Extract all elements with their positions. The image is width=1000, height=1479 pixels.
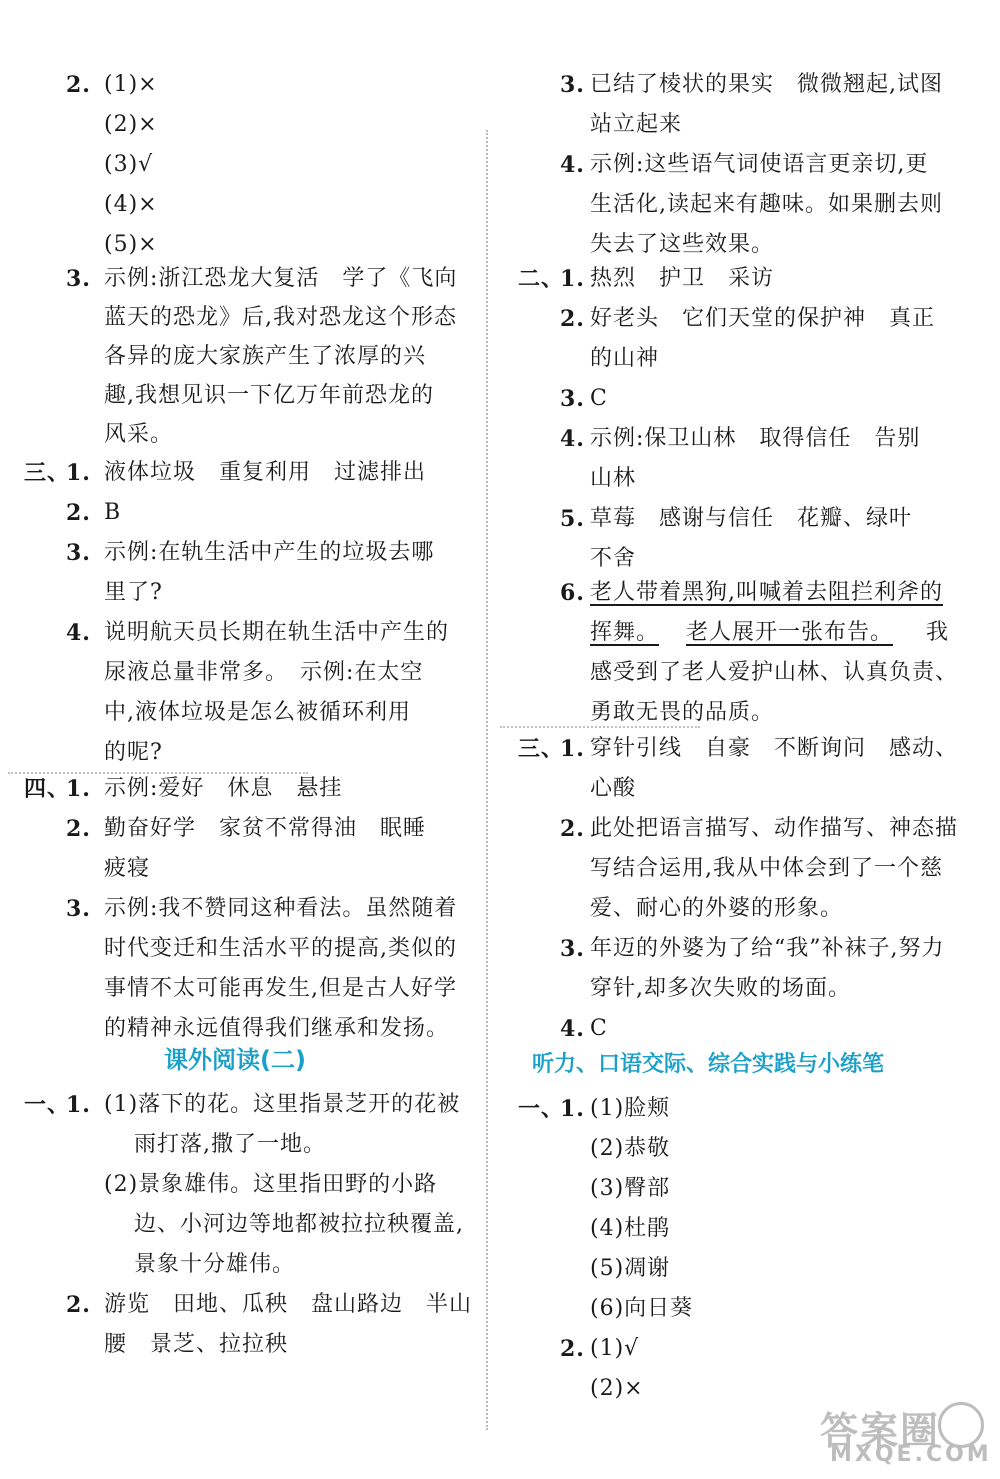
- answer-line: (2)景象雄伟。这里指田野的小路: [104, 1172, 438, 1197]
- question-number: 5.: [560, 506, 585, 532]
- answer-line: 草莓 感谢与信任 花瓣、绿叶: [590, 506, 913, 531]
- question-number: 3.: [66, 540, 91, 566]
- section-heading: 课外阅读(二): [164, 1046, 306, 1074]
- section-marker: 三、: [518, 736, 565, 762]
- answer-item: (5)凋谢: [590, 1256, 671, 1281]
- answer-item: (5)×: [104, 232, 158, 257]
- answer-line: B: [104, 500, 122, 525]
- answer-line: 景象十分雄伟。: [134, 1252, 296, 1277]
- question-number: 4.: [560, 1016, 585, 1042]
- section-marker: 四、: [24, 776, 71, 802]
- column-divider: [486, 130, 488, 1430]
- question-number: 2.: [560, 306, 585, 332]
- answer-item: (4)杜鹃: [590, 1216, 671, 1241]
- answer-line: 示例:浙江恐龙大复活 学了《飞向: [104, 266, 458, 291]
- question-number: 2.: [560, 1336, 585, 1362]
- question-number: 6.: [560, 580, 585, 606]
- answer-line: 此处把语言描写、动作描写、神态描: [590, 816, 959, 841]
- answer-line: 穿针引线 自豪 不断询问 感动、: [590, 736, 959, 761]
- underlined-answer: 挥舞。: [590, 620, 660, 645]
- question-number: 2.: [66, 500, 91, 526]
- answer-line: 已结了棱状的果实 微微翘起,试图: [590, 72, 943, 97]
- question-number: 3.: [66, 266, 91, 292]
- question-number: 1.: [66, 1092, 91, 1118]
- question-number: 3.: [560, 72, 585, 98]
- answer-item: (2)×: [104, 112, 158, 137]
- question-number: 2.: [560, 816, 585, 842]
- answer-item: (6)向日葵: [590, 1296, 694, 1321]
- answer-line: 风采。: [104, 422, 174, 447]
- answer-line: 生活化,读起来有趣味。如果删去则: [590, 192, 943, 217]
- question-number: 3.: [560, 386, 585, 412]
- answer-line: 好老头 它们天堂的保护神 真正: [590, 306, 936, 331]
- question-number: 2.: [66, 1292, 91, 1318]
- answer-line: 中,液体垃圾是怎么被循环利用: [104, 700, 411, 725]
- answer-line: 示例:在轨生活中产生的垃圾去哪: [104, 540, 435, 565]
- answer-line: 雨打落,撒了一地。: [134, 1132, 326, 1157]
- answer-line: 爱、耐心的外婆的形象。: [590, 896, 844, 921]
- answer-line: C: [590, 1016, 608, 1041]
- answer-line: 我: [926, 620, 950, 645]
- answer-line: 示例:保卫山林 取得信任 告别: [590, 426, 921, 451]
- section-marker: 二、: [518, 266, 565, 292]
- answer-line: 时代变迁和生活水平的提高,类似的: [104, 936, 457, 961]
- answer-line: 尿液总量非常多。 示例:在太空: [104, 660, 424, 685]
- answer-line: 不舍: [590, 546, 637, 571]
- answer-line: 趣,我想见识一下亿万年前恐龙的: [104, 383, 434, 408]
- question-number: 4.: [560, 152, 585, 178]
- section-marker: 一、: [518, 1096, 565, 1122]
- answer-line: 蓝天的恐龙》后,我对恐龙这个形态: [104, 305, 457, 330]
- question-number: 1.: [560, 1096, 585, 1122]
- answer-line: 站立起来: [590, 112, 683, 137]
- answer-line: 的山神: [590, 346, 660, 371]
- section-marker: 一、: [24, 1092, 71, 1118]
- answer-line: 山林: [590, 466, 637, 491]
- answer-line: 腰 景芝、拉拉秧: [104, 1332, 289, 1357]
- answer-line: 事情不太可能再发生,但是古人好学: [104, 976, 457, 1001]
- question-number: 4.: [66, 620, 91, 646]
- question-number: 2.: [66, 816, 91, 842]
- answer-line: 液体垃圾 重复利用 过滤排出: [104, 460, 427, 485]
- underlined-answer: 老人展开一张布告。: [686, 620, 894, 645]
- answer-item: (1)×: [104, 72, 158, 97]
- section-marker: 三、: [24, 460, 71, 486]
- question-number: 1.: [66, 776, 91, 802]
- watermark-logo: 答案圈 MXQE.COM: [820, 1400, 990, 1468]
- answer-line: 示例:我不赞同这种看法。虽然随着: [104, 896, 458, 921]
- question-number: 1.: [560, 266, 585, 292]
- answer-item: (2)×: [590, 1376, 644, 1401]
- question-number: 4.: [560, 426, 585, 452]
- answer-line: (1)落下的花。这里指景芝开的花被: [104, 1092, 461, 1117]
- answer-line: 失去了这些效果。: [590, 232, 775, 257]
- answer-item: (3)臀部: [590, 1176, 671, 1201]
- answer-line: 疲寝: [104, 856, 151, 881]
- question-number: 2.: [66, 72, 91, 98]
- answer-line: C: [590, 386, 608, 411]
- answer-item: (1)√: [590, 1336, 640, 1361]
- answer-line: 勤奋好学 家贫不常得油 眠睡: [104, 816, 427, 841]
- answer-item: (3)√: [104, 152, 154, 177]
- answer-line: 说明航天员长期在轨生活中产生的: [104, 620, 450, 645]
- answer-line: 热烈 护卫 采访: [590, 266, 775, 291]
- section-heading: 听力、口语交际、综合实践与小练笔: [532, 1052, 885, 1077]
- answer-line: 的精神永远值得我们继承和发扬。: [104, 1016, 450, 1041]
- answer-line: 感受到了老人爱护山林、认真负责、: [590, 660, 959, 685]
- answer-line: 写结合运用,我从中体会到了一个慈: [590, 856, 943, 881]
- answer-line: 示例:爱好 休息 悬挂: [104, 776, 343, 801]
- answer-line: 的呢?: [104, 740, 163, 765]
- answer-line: 各异的庞大家族产生了浓厚的兴: [104, 344, 427, 369]
- answer-line: 心酸: [590, 776, 637, 801]
- answer-line: 年迈的外婆为了给“我”补袜子,努力: [590, 936, 945, 961]
- answer-item: (2)恭敬: [590, 1136, 671, 1161]
- answer-line: 穿针,却多次失败的场面。: [590, 976, 851, 1001]
- question-number: 3.: [66, 896, 91, 922]
- answer-line: 示例:这些语气词使语言更亲切,更: [590, 152, 929, 177]
- question-number: 1.: [66, 460, 91, 486]
- answer-line: 游览 田地、瓜秧 盘山路边 半山: [104, 1292, 473, 1317]
- question-number: 3.: [560, 936, 585, 962]
- answer-line: 边、小河边等地都被拉拉秧覆盖,: [134, 1212, 464, 1237]
- answer-line: 勇敢无畏的品质。: [590, 700, 775, 725]
- question-number: 1.: [560, 736, 585, 762]
- answer-item: (4)×: [104, 192, 158, 217]
- underlined-answer: 老人带着黑狗,叫喊着去阻拦利斧的: [590, 580, 943, 605]
- answer-line: 里了?: [104, 580, 163, 605]
- answer-item: (1)脸颊: [590, 1096, 671, 1121]
